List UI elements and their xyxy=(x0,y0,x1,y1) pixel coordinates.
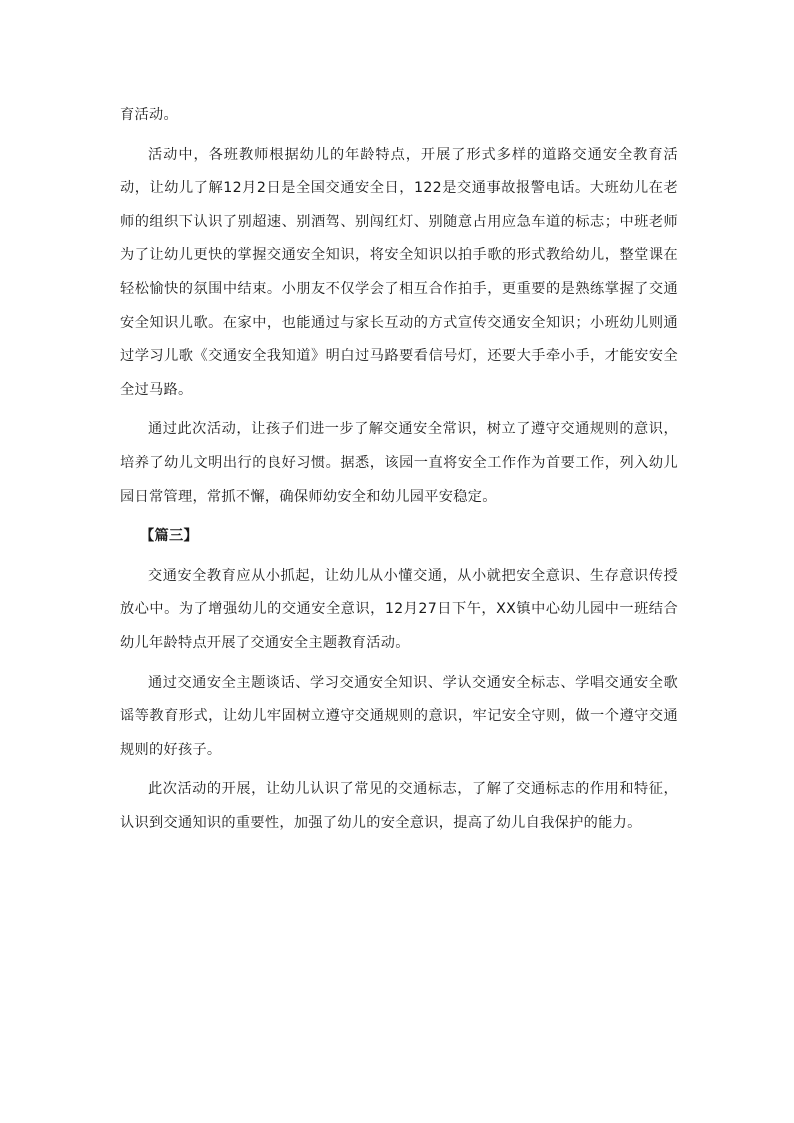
paragraph-conclusion: 此次活动的开展，让幼儿认识了常见的交通标志，了解了交通标志的作用和特征，认识到交通知识的重要性，加强了幼儿的安全意识，提高了幼儿自我保护的能力。 xyxy=(120,781,678,831)
paragraph-activity-details: 活动中，各班教师根据幼儿的年龄特点，开展了形式多样的道路交通安全教育活动，让幼儿了解12月2日是全国交通安全日，122是交通事故报警电话。大班幼儿在老师的组织下认识了别超速、别酒驾、别闯红灯、别随意占用应急车道的标志；中班老师为了让幼儿更快的掌握交通安全知识，将安全知识以拍手歌的形式教给幼儿，整堂课在轻松愉快的氛围中结束。小朋友不仅学会了相互合作拍手，更重要的是熟练掌握了交通安全知识儿歌。在家中，也能通过与家长互动的方式宣传交通安全知识；小班幼儿则通过学习儿歌《交通安全我知道》明白过马路要看信号灯，还要大手牵小手，才能安安全全过马路。 xyxy=(120,146,678,398)
section-heading: 【篇三】 xyxy=(140,528,198,545)
paragraph-section-intro: 交通安全教育应从小抓起，让幼儿从小懂交通，从小就把安全意识、生存意识传授放心中。为了增强幼儿的交通安全意识，12月27日下午，XX镇中心幼儿园中一班结合幼儿年龄特点开展了交通安全主题教育活动。 xyxy=(120,567,678,651)
document-body xyxy=(120,99,678,840)
paragraph-continuation: 育活动。 xyxy=(120,107,178,123)
paragraph-education-forms: 通过交通安全主题谈话、学习交通安全知识、学认交通安全标志、学唱交通安全歌谣等教育形式，让幼儿牢固树立遵守交通规则的意识，牢记安全守则，做一个遵守交通规则的好孩子。 xyxy=(120,674,678,758)
paragraph-activity-summary: 通过此次活动，让孩子们进一步了解交通安全常识，树立了遵守交通规则的意识，培养了幼儿文明出行的良好习惯。据悉，该园一直将安全工作作为首要工作，列入幼儿园日常管理，常抓不懈，确保师幼安全和幼儿园平安稳定。 xyxy=(120,421,678,505)
